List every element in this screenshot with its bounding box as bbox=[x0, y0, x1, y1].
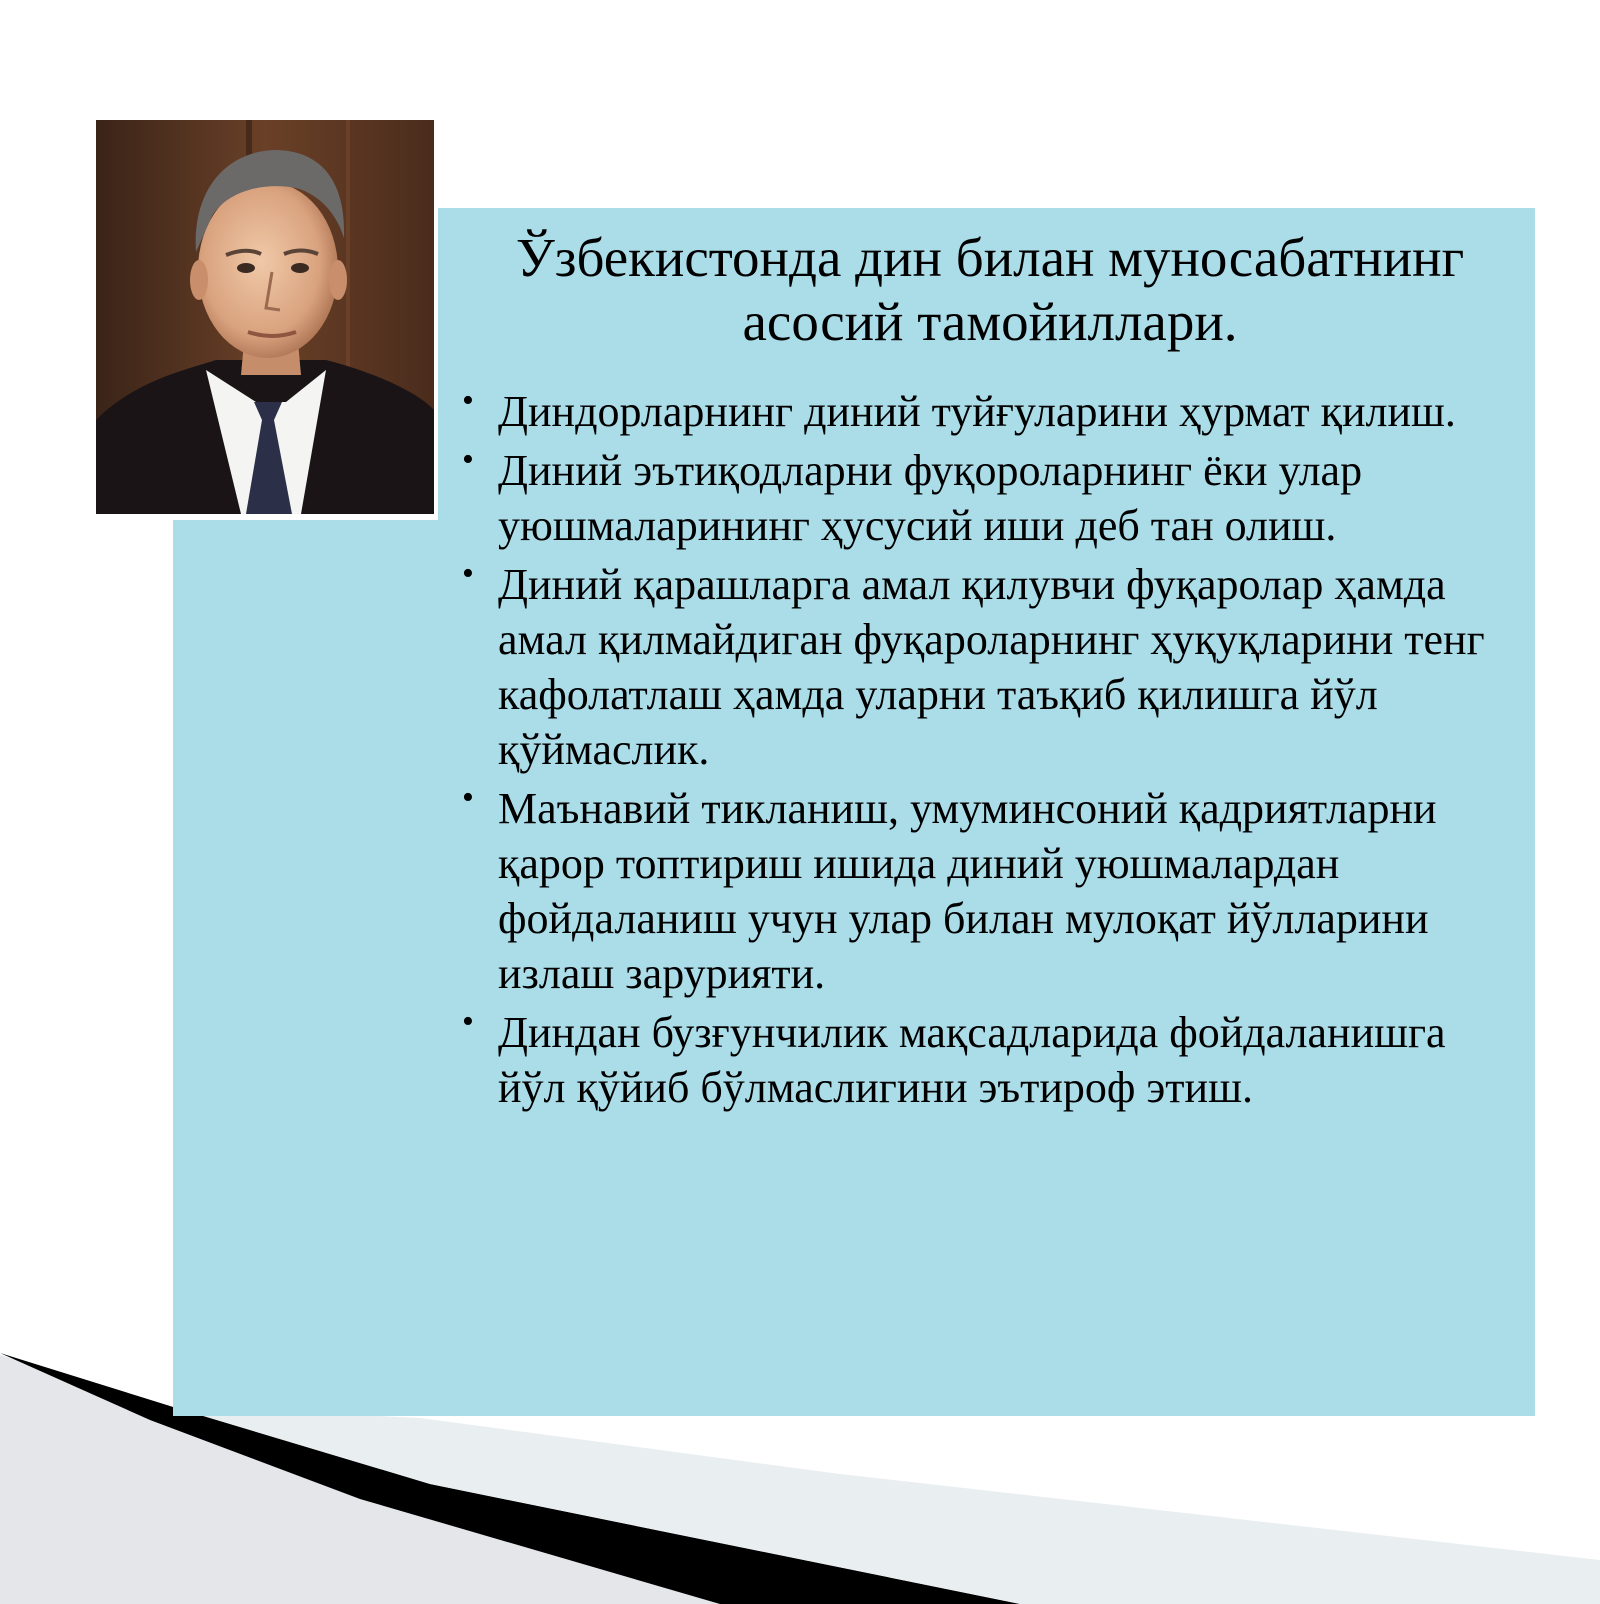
light-swoosh-shape bbox=[170, 1406, 1600, 1604]
bullet-icon: • bbox=[462, 1003, 474, 1040]
bullet-text: Диндорларнинг диний туйғуларини ҳурмат қилиш. bbox=[498, 387, 1456, 436]
bullet-icon: • bbox=[462, 441, 474, 478]
portrait-frame bbox=[88, 114, 438, 520]
bullet-text: Диндан бузғунчилик мақсадларида фойдаланишга йўл қўйиб бўлмаслигини эътироф этиш. bbox=[498, 1008, 1446, 1112]
bullet-icon: • bbox=[462, 555, 474, 592]
portrait-photo bbox=[96, 120, 434, 514]
bullet-item-spiritual-revival bbox=[462, 781, 1520, 1001]
bullet-list bbox=[462, 384, 1520, 1119]
bullet-item-respect-feelings bbox=[462, 384, 1520, 439]
bullet-text: Диний қарашларга амал қилувчи фуқаролар ҳамда амал қилмайдиган фуқароларнинг ҳуқуқларини тенг кафолатлаш ҳамда уларни таъқиб қилишга йўл қўймаслик. bbox=[498, 560, 1485, 774]
bullet-text: Диний эътиқодларни фуқороларнинг ёки улар уюшмаларининг ҳусусий иши деб тан олиш. bbox=[498, 446, 1363, 550]
bullet-icon: • bbox=[462, 779, 474, 816]
bullet-icon: • bbox=[462, 382, 474, 419]
bullet-item-private-matter bbox=[462, 443, 1520, 553]
slide-title: Ўзбекистонда дин билан муносабатнинг асосий тамойиллари. bbox=[515, 227, 1465, 352]
bullet-item-no-destructive-use bbox=[462, 1005, 1520, 1115]
bullet-text: Маънавий тикланиш, умуминсоний қадриятларни қарор топтириш ишида диний уюшмалардан фойдаланиш учун улар билан мулоқат йўлларини излаш зарурияти. bbox=[498, 784, 1437, 998]
bullet-item-equal-rights bbox=[462, 557, 1520, 777]
